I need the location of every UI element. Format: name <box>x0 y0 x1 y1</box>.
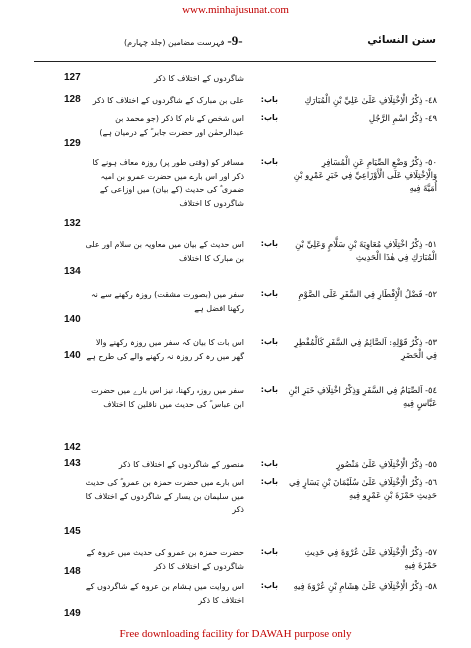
entry-urdu: اس حدیث کے بیان میں معاویہ بن سلام اور علی بن مبارک کا اختلاف <box>85 240 244 263</box>
entry-urdu: شاگردوں کے اختلاف کا ذکر <box>153 74 244 83</box>
entry-page: 134 <box>64 266 81 277</box>
watermark-url: www.minhajusunat.com <box>182 4 289 16</box>
header-rule <box>34 61 436 62</box>
entry-page: 149 <box>64 608 81 619</box>
bab-label: باب: <box>260 239 278 248</box>
bab-label: باب: <box>260 95 278 104</box>
entry-urdu: اس بارے میں حضرت حمزہ بن عمرو ؓ کی حدیث میں سلیمان بن یسار کے شاگردوں کے اختلاف کا ذکر <box>85 478 244 514</box>
entry-page: 145 <box>64 526 81 537</box>
entry-page: 140 <box>64 350 81 361</box>
entry-arabic: ٥٨- ذِكْرُ الْاِخْتِلَافِ عَلَىٰ هِشَامِ بْنِ عُرْوَةَ فِيهِ <box>293 581 437 591</box>
entry-arabic: ٥٠- ذِكْرُ وَضْعِ الصِّيَامِ عَنِ الْمُسَافِرِ وَالْاِخْتِلَافِ عَلَى الْأَوْزَاعِيِّ فِي خَبَرِ عَمْرِو بْنِ أُمَيَّةَ فِيهِ <box>293 157 437 193</box>
entry-page: 140 <box>64 314 81 325</box>
bab-label: باب: <box>260 113 278 122</box>
bab-label: باب: <box>260 385 278 394</box>
entry-page: 148 <box>64 566 81 577</box>
page-number: -9- <box>227 33 243 48</box>
bab-label: باب: <box>260 477 278 486</box>
entry-page: 129 <box>64 138 81 149</box>
entry-urdu: اس روایت میں ہشام بن عروہ کے شاگردوں کے اختلاف کا ذکر <box>85 582 244 605</box>
entry-arabic: ٥٧- ذِكْرُ الْاِخْتِلَافِ عَلَىٰ عُرْوَةَ فِي حَدِيثِ حَمْزَةَ فِيهِ <box>304 547 437 570</box>
page-header <box>34 32 436 58</box>
entry-arabic: ٥٦- ذِكْرُ الْاِخْتِلَافِ عَلَىٰ سُلَيْمَانَ بْنِ يَسَارٍ فِي حَدِيثِ حَمْزَةَ بْنِ عَمْرٍو فِيهِ <box>289 477 437 500</box>
entry-arabic: ٥٤- اَلصِّيَامُ فِي السَّفَرِ وَذِكْرُ اخْتِلَافِ خَبَرِ ابْنِ عَبَّاسٍ فِيهِ <box>288 385 437 408</box>
entry-page: 128 <box>64 94 81 105</box>
entry-page: 132 <box>64 218 81 229</box>
entry-urdu: علی بن مبارک کے شاگردوں کے اختلاف کا ذکر <box>92 96 244 105</box>
entry-arabic: ٤٨- ذِكْرُ الْاِخْتِلَافِ عَلَىٰ عَلِيِّ بْنِ الْمُبَارَكِ <box>304 95 437 105</box>
entry-arabic: ٤٩- ذِكْرُ اسْمِ الرَّجُلِ <box>368 113 437 123</box>
toc-heading: فہرست مضامین (جلد چہارم) <box>124 38 225 47</box>
entry-arabic: ٥٥- ذِكْرُ الْاِخْتِلَافِ عَلَىٰ مَنْصُورٍ <box>336 459 437 469</box>
entry-urdu: سفر میں روزہ رکھنا، نیز اس بارے میں حضرت ابن عباس ؓ کی حدیث میں ناقلین کا اختلاف <box>91 386 244 409</box>
entry-arabic: ٥١- ذِكْرُ اخْتِلَافِ مُعَاوِيَةَ بْنِ سَلَّامٍ وَعَلِيِّ بْنِ الْمُبَارَكِ فِي هٰذَا الْحَدِيثِ <box>295 239 437 262</box>
entry-page: 143 <box>64 458 81 469</box>
entry-urdu: سفر میں (بصورت مشقت) روزہ رکھنے سے نہ رکھنا افضل ہے <box>90 290 244 313</box>
entry-arabic: ٥٣- ذِكْرُ قَوْلِهِ: اَلصَّائِمُ فِي السَّفَرِ كَالْمُفْطِرِ فِي الْحَضَرِ <box>294 337 437 360</box>
book-title: سنن النسائي <box>367 34 436 46</box>
bab-label: باب: <box>260 157 278 166</box>
entry-arabic: ٥٢- فَضْلُ الْإِفْطَارِ فِي السَّفَرِ عَلَى الصَّوْمِ <box>298 289 437 299</box>
entry-urdu: اس شخص کے نام کا ذکر (جو محمد بن عبدالرحمٰن اور حضرت جابر ؓ کے درمیان ہے) <box>99 114 244 137</box>
bab-label: باب: <box>260 547 278 556</box>
entry-page: 142 <box>64 442 81 453</box>
bab-label: باب: <box>260 459 278 468</box>
entry-urdu: حضرت حمزہ بن عمرو کی حدیث میں عروہ کے شاگردوں کے اختلاف کا ذکر <box>86 548 244 571</box>
bab-label: باب: <box>260 581 278 590</box>
bab-label: باب: <box>260 337 278 346</box>
entry-page: 127 <box>64 72 81 83</box>
entry-urdu: اس بات کا بیان کہ سفر میں روزہ رکھنے والا گھر میں رہ کر روزہ نہ رکھنے والے کی طرح ہے <box>86 338 244 361</box>
bab-label: باب: <box>260 289 278 298</box>
watermark-footer: Free downloading facility for DAWAH purpose only <box>119 628 352 640</box>
entry-urdu: مسافر کو (وقتی طور پر) روزہ معاف ہونے کا ذکر اور اس بارے میں حضرت عمرو بن امیہ ضمری ؓ کی حدیث (کے بیان) میں اوزاعی کے شاگردوں کا اختلاف <box>92 158 244 208</box>
entry-urdu: منصور کے شاگردوں کے اختلاف کا ذکر <box>118 460 244 469</box>
